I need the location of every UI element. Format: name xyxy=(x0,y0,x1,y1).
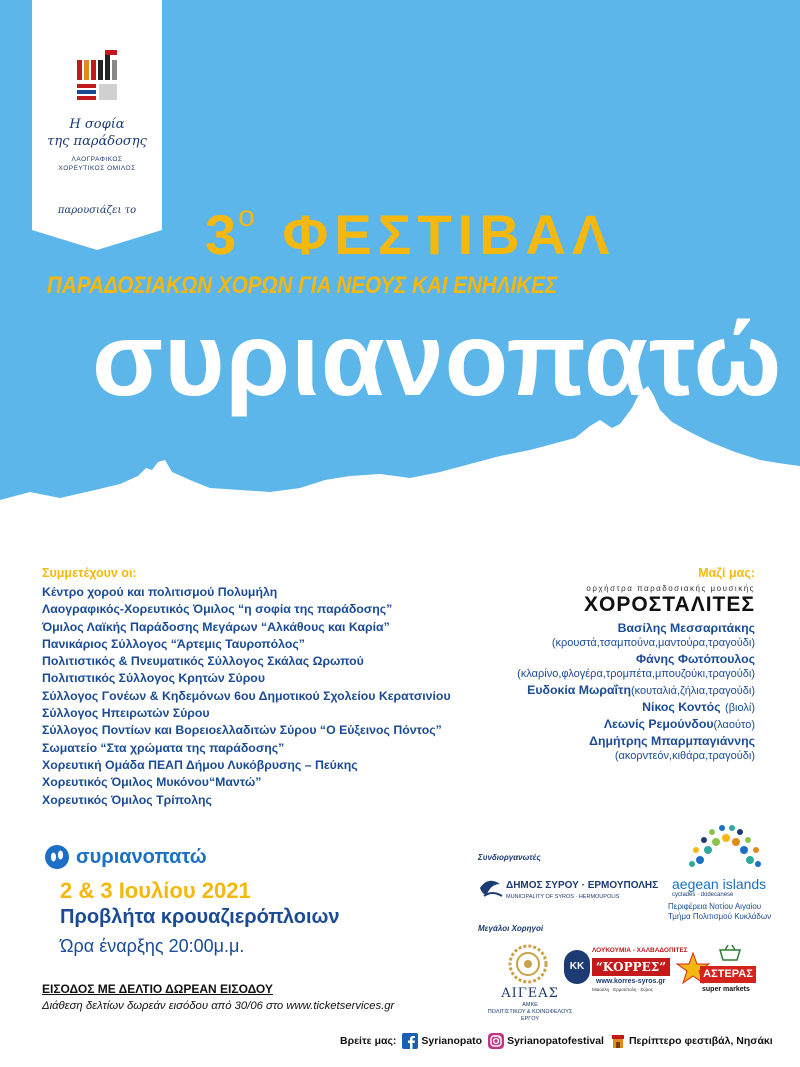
facebook-handle[interactable]: Syrianopato xyxy=(421,1035,483,1047)
facebook-icon xyxy=(402,1033,418,1049)
musician-instruments: (κουταλιά,ζήλια,τραγούδι) xyxy=(630,685,755,697)
participant-item: Χορευτικός Όμιλος Τρίπολης xyxy=(42,792,212,807)
musician-instruments: (βιολί) xyxy=(725,702,755,714)
aigeas-sub-line3: ΕΡΓΟΥ xyxy=(520,1016,540,1022)
musician-entry xyxy=(517,734,755,763)
event-logo-text-a: συριανο xyxy=(76,845,155,868)
musician-name: Νίκος Κοντός xyxy=(642,700,721,714)
participant-item: Πολιτιστικός & Πνευματικός Σύλλογος Σκάλας Ωρωπού xyxy=(42,654,364,669)
with-us-section xyxy=(517,566,755,765)
musician-entry xyxy=(517,717,755,732)
participants-title: Συμμετέχουν οι: xyxy=(42,566,137,580)
festival-word: ΦΕΣΤΙΒΑΛ xyxy=(282,203,616,266)
participant-item: Σύλλογος Γονέων & Κηδεμόνων 6ου Δημοτικού Σχολείου Κερατσινίου xyxy=(42,688,451,703)
region-line2: Τμήμα Πολιτισμού Κυκλάδων xyxy=(668,912,772,921)
musician-name: Ευδοκία Μωραΐτη xyxy=(527,683,631,697)
participant-item: Σύλλογος Ηπειρωτών Σύρου xyxy=(42,706,210,721)
organizer-name-line2: της παράδοσης xyxy=(47,134,147,149)
musician-entry xyxy=(517,700,755,715)
aegean-islands-logo-icon xyxy=(678,820,766,874)
festival-subtitle: ΠΑΡΑΔΟΣΙΑΚΩΝ ΧΟΡΩΝ ΓΙΑ ΝΕΟΥΣ ΚΑΙ ΕΝΗΛΙΚΕΣ xyxy=(47,272,558,299)
korres-website: www.korres-syros.gr xyxy=(596,978,666,985)
event-dates: 2 & 3 Ιουλίου 2021 xyxy=(60,878,251,903)
tickets-notice: Διάθεση δελτίων δωρεάν εισόδου από 30/06 στο www.ticketservices.gr xyxy=(42,1000,395,1012)
organizer-subtitle-line1: ΛΑΟΓΡΑΦΙΚΟΣ xyxy=(71,156,123,163)
musician-name: Βασίλης Μεσσαριτάκης xyxy=(617,621,755,635)
asteras-subtitle: super markets xyxy=(702,986,750,993)
participants-list xyxy=(42,584,451,809)
musician-entry xyxy=(517,652,755,681)
musician-instruments: (λαούτο) xyxy=(713,719,755,731)
participant-item: Πανικάριος Σύλλογος “Άρτεμις Ταυροπόλος” xyxy=(42,636,305,651)
festival-ordinal-sup: ο xyxy=(238,200,261,233)
participant-item: Σωματείο “Στα χρώματα της παράδοσης” xyxy=(42,740,285,755)
band-name: ΧΟΡΟΣΤΑΛΙΤΕΣ xyxy=(584,593,755,616)
musician-entry xyxy=(517,621,755,650)
event-venue: Προβλήτα κρουαζιερόπλοιων xyxy=(60,906,340,928)
aegean-islands-name: aegean islands xyxy=(672,876,767,892)
participant-item: Χορευτικός Όμιλος Μυκόνου“Μαντώ” xyxy=(42,775,262,790)
aigeas-seal-icon xyxy=(508,944,548,984)
with-us-title: Μαζί μας: xyxy=(698,566,755,580)
kiosk-icon xyxy=(610,1033,626,1049)
participant-item: Όμιλος Λαϊκής Παράδοσης Μεγάρων “Αλκάθους και Καρία” xyxy=(42,619,390,634)
organizer-name-line1: Η σοφία xyxy=(69,117,125,132)
musician-name: Λεωνίς Ρεμούνδου xyxy=(603,717,714,731)
korres-address: Μιαούλη · Ερμούπολη · Σύρος xyxy=(592,987,653,992)
musician-name: Δημήτρης Μπαρμπαγιάννης xyxy=(589,734,755,748)
organizer-subtitle xyxy=(32,155,162,173)
participant-item: Κέντρο χορού και πολιτισμού Πολυμήλη xyxy=(42,585,278,599)
festival-ordinal: 3 xyxy=(205,203,243,266)
participant-item: Σύλλογος Ποντίων και Βορειοελλαδιτών Σύρου “Ο Εύξεινος Πόντος” xyxy=(42,723,442,738)
footprints-icon xyxy=(44,844,70,870)
band-caption: ορχήστρα παραδοσιακής μουσικής xyxy=(586,584,755,593)
region-line1: Περιφέρεια Νοτίου Αιγαίου xyxy=(668,902,762,911)
coorganizers-label: Συνδιοργανωτές xyxy=(478,853,541,862)
dimos-subtitle: MUNICIPALITY OF SYROS · HERMOUPOLIS xyxy=(506,894,620,900)
aigeas-subtitle xyxy=(476,1002,584,1023)
korres-tagline: ΛΟΥΚΟΥΜΙΑ - ΧΑΛΒΑΔΟΠΙΤΕΣ xyxy=(592,947,688,954)
musician-instruments: (κλαρίνο,φλογέρα,τρομπέτα,μπουζούκι,τραγούδι) xyxy=(517,668,755,680)
social-footer xyxy=(340,1033,773,1049)
organizer-subtitle-line2: ΧΟΡΕΥΤΙΚΟΣ ΟΜΙΛΟΣ xyxy=(58,165,136,172)
dimos-name: ΔΗΜΟΣ ΣΥΡΟΥ · ΕΡΜΟΥΠΟΛΗΣ xyxy=(506,880,659,891)
event-logo xyxy=(44,844,207,870)
instagram-icon xyxy=(488,1033,504,1049)
organizer-logo-icon xyxy=(77,50,119,105)
major-sponsors-label: Μεγάλοι Χορηγοί xyxy=(478,924,544,933)
musician-instruments: (ακορντεόν,κιθάρα,τραγούδι) xyxy=(614,750,755,762)
entry-notice: ΕΙΣΟΔΟΣ ΜΕ ΔΕΛΤΙΟ ΔΩΡΕΑΝ ΕΙΣΟΔΟΥ xyxy=(42,982,273,996)
event-logo-text-b: πατώ xyxy=(154,845,207,868)
participant-item: Χορευτική Ομάδα ΠΕΑΠ Δήμου Λυκόβρυσης – Πεύκης xyxy=(42,757,358,772)
korres-badge: ΚΚ xyxy=(564,950,590,984)
aegean-islands-subtitle: cyclades · dodecanese xyxy=(672,892,734,898)
organizer-ribbon xyxy=(32,0,162,250)
event-start-time: Ώρα έναρξης 20:00μ.μ. xyxy=(60,936,245,956)
aigeas-sub-line2: ΠΟΛΙΤΙΣΤΙΚΟΥ & ΚΟΙΝΩΦΕΛΟΥΣ xyxy=(487,1009,573,1015)
festival-title xyxy=(205,182,615,270)
instagram-handle[interactable]: Syrianopatofestival xyxy=(507,1035,604,1047)
musician-name: Φάνης Φωτόπουλος xyxy=(636,652,755,666)
aigeas-name: ΑΙΓΕΑΣ xyxy=(501,986,559,1001)
asteras-name: ΑΣΤΕΡΑΣ xyxy=(700,966,756,983)
musician-entry xyxy=(517,683,755,698)
participant-item: Λαογραφικός-Χορευτικός Όμιλος “η σοφία της παράδοσης” xyxy=(42,602,393,617)
festival-brand: συριανοπατώ xyxy=(92,302,783,418)
event-logo-text xyxy=(76,846,207,869)
organizer-name xyxy=(32,116,162,150)
kiosk-location: Περίπτερο φεστιβάλ, Νησάκι xyxy=(628,1035,773,1047)
participant-item: Πολιτιστικός Σύλλογος Κρητών Σύρου xyxy=(42,671,265,686)
aigeas-sub-line1: ΑΜΚΕ xyxy=(522,1002,538,1008)
participants-section xyxy=(42,566,451,809)
find-us-label: Βρείτε μας: xyxy=(340,1035,397,1047)
shopping-basket-icon xyxy=(718,944,742,962)
musician-instruments: (κρουστά,τσαμπούνα,μαντούρα,τραγούδι) xyxy=(551,637,755,649)
presents-text: παρουσιάζει το xyxy=(57,205,137,216)
korres-name: “ΚΟΡΡΕΣ” xyxy=(592,958,670,976)
